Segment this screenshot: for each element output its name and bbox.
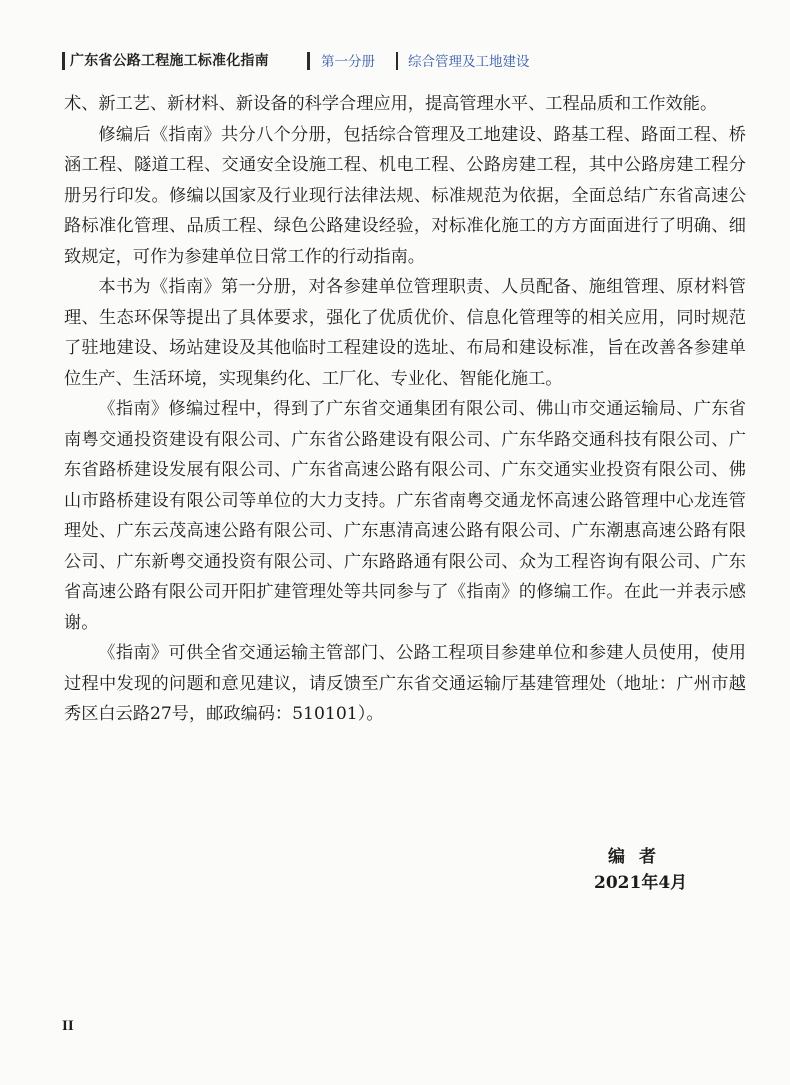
header-divider [62, 52, 65, 70]
page-number: II [62, 1018, 74, 1034]
header-divider [307, 52, 310, 70]
paragraph: 本书为《指南》第一分册，对各参建单位管理职责、人员配备、施组管理、原材料管理、生态环保等提出了具体要求，强化了优质优价、信息化管理等的相关应用，同时规范了驻地建设、场站建设及其他临时工程建设的选址、布局和建设标准，旨在改善各参建单位生产、生活环境，实现集约化、工厂化、专业化、智能化施工。 [64, 277, 746, 389]
running-header [58, 48, 748, 74]
volume-label: 第一分册 [321, 54, 375, 70]
paragraph: 术、新工艺、新材料、新设备的科学合理应用，提高管理水平、工程品质和工作效能。 [64, 94, 718, 114]
preface-body [64, 89, 746, 730]
paragraph: 修编后《指南》共分八个分册，包括综合管理及工地建设、路基工程、路面工程、桥涵工程、隧道工程、交通安全设施工程、机电工程、公路房建工程，其中公路房建工程分册另行印发。修编以国家及行业现行法律法规、标准规范为依据，全面总结广东省高速公路标准化管理、品质工程、绿色公路建设经验，对标准化施工的方方面面进行了明确、细致规定，可作为参建单位日常工作的行动指南。 [64, 124, 746, 267]
signature-author: 编者 [608, 847, 670, 867]
signature-date: 2021年4月 [594, 873, 688, 893]
section-label: 综合管理及工地建设 [408, 54, 530, 70]
book-title: 广东省公路工程施工标准化指南 [70, 53, 269, 69]
paragraph: 《指南》可供全省交通运输主管部门、公路工程项目参建单位和参建人员使用，使用过程中发现的问题和意见建议，请反馈至广东省交通运输厅基建管理处（地址：广州市越秀区白云路27号，邮政编码：510101）。 [64, 643, 746, 724]
header-divider [396, 52, 398, 70]
paragraph: 《指南》修编过程中，得到了广东省交通集团有限公司、佛山市交通运输局、广东省南粤交通投资建设有限公司、广东省公路建设有限公司、广东华路交通科技有限公司、广东省路桥建设发展有限公司、广东省高速公路有限公司、广东交通实业投资有限公司、佛山市路桥建设有限公司等单位的大力支持。广东省南粤交通龙怀高速公路管理中心龙连管理处、广东云茂高速公路有限公司、广东惠清高速公路有限公司、广东潮惠高速公路有限公司、广东新粤交通投资有限公司、广东路路通有限公司、众为工程咨询有限公司、广东省高速公路有限公司开阳扩建管理处等共同参与了《指南》的修编工作。在此一并表示感谢。 [64, 399, 746, 633]
